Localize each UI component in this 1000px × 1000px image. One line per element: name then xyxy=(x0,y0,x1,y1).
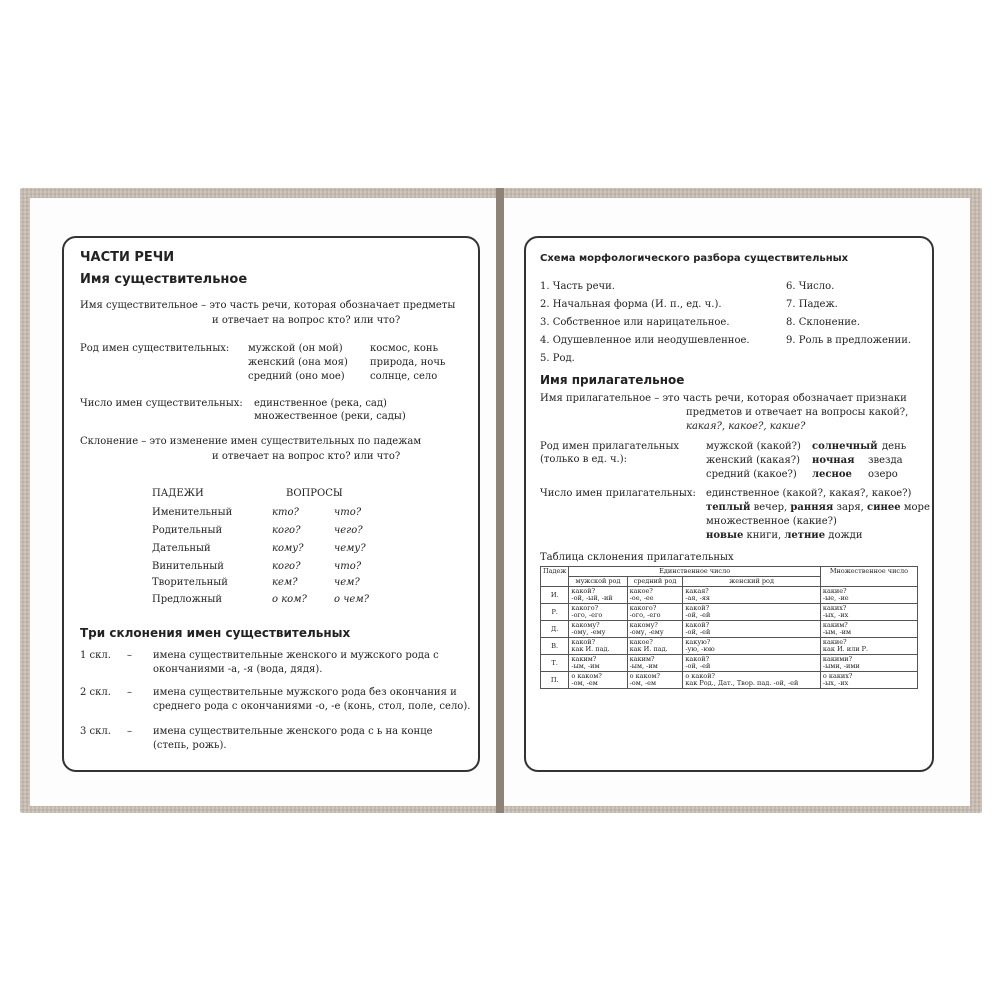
adj-example: море xyxy=(903,502,930,513)
adj-example-bold: синее xyxy=(867,502,901,513)
table-row: В. какой? как И. пад. какое? как И. пад. какую? -ую, -юю какие? как И. или Р. xyxy=(541,638,918,655)
adj-number-singular: единственное (какой?, какая?, какое?) xyxy=(706,488,912,499)
adj-number-plural: множественное (какие?) xyxy=(706,516,837,527)
scheme-item: 9. Роль в предложении. xyxy=(786,335,912,346)
adjective-definition-line1: Имя прилагательное – это часть речи, которая обозначает признаки xyxy=(540,393,907,404)
questions-header: ВОПРОСЫ xyxy=(286,488,343,499)
table-header-masculine: мужской род xyxy=(569,577,627,587)
scheme-heading: Схема морфологического разбора существительных xyxy=(540,253,849,264)
adj-number-label: Число имен прилагательных: xyxy=(540,488,696,499)
declension-number: 3 скл. xyxy=(80,726,111,737)
table-row: Р. какого? -ого, -его какого? -ого, -его какой? -ой, -ей каких? -ых, -их xyxy=(541,604,918,621)
cases-header: ПАДЕЖИ xyxy=(152,488,204,499)
declension-definition-line2: и отвечает на вопрос кто? или что? xyxy=(212,451,401,462)
table-header-feminine: женский род xyxy=(683,577,821,587)
adj-example: звезда xyxy=(868,455,903,466)
declension-definition-line1: Склонение – это изменение имен существительных по падежам xyxy=(80,436,422,447)
declension-dash: – xyxy=(127,650,132,661)
noun-definition-line1: Имя существительное – это часть речи, которая обозначает предметы xyxy=(80,300,456,311)
declension-text-line1: имена существительные женского и мужского рода с xyxy=(153,650,439,661)
adj-example-bold: ранняя xyxy=(790,502,834,513)
adj-gender-masculine: мужской (какой?) xyxy=(706,441,801,452)
case-question-animate: кого? xyxy=(272,525,301,536)
scheme-item: 8. Склонение. xyxy=(786,317,861,328)
case-question-animate: кто? xyxy=(272,507,299,518)
case-name: Именительный xyxy=(152,507,233,518)
number-singular: единственное (река, сад) xyxy=(254,398,387,409)
adj-gender-label-line2: (только в ед. ч.): xyxy=(540,454,628,465)
gender-neuter-example: солнце, село xyxy=(370,371,438,382)
case-name: Винительный xyxy=(152,561,224,572)
gender-neuter: средний (оно мое) xyxy=(248,371,345,382)
case-question-animate: кем? xyxy=(272,577,298,588)
book-spine xyxy=(496,188,504,813)
table-row: Т. каким? -ым, -им каким? -ым, -им какой? -ой, -ей какими? -ыми, -ими xyxy=(541,655,918,672)
case-name: Дательный xyxy=(152,543,211,554)
scheme-item: 3. Собственное или нарицательное. xyxy=(540,317,730,328)
adj-gender-label-line1: Род имен прилагательных xyxy=(540,441,680,452)
noun-definition-line2: и отвечает на вопрос кто? или что? xyxy=(212,315,401,326)
gender-label: Род имен существительных: xyxy=(80,343,230,354)
adj-example-bold: новые xyxy=(706,530,744,541)
case-question-animate: кого? xyxy=(272,561,301,572)
case-question-inanimate: чему? xyxy=(334,543,366,554)
declension-dash: – xyxy=(127,726,132,737)
case-name: Предложный xyxy=(152,594,223,605)
case-question-inanimate: чего? xyxy=(334,525,363,536)
scheme-item: 2. Начальная форма (И. п., ед. ч.). xyxy=(540,299,722,310)
gender-feminine: женский (она моя) xyxy=(248,357,348,368)
case-question-inanimate: что? xyxy=(334,561,362,572)
adj-example-bold: лесное xyxy=(812,469,852,480)
adjective-heading: Имя прилагательное xyxy=(540,373,685,387)
case-name: Творительный xyxy=(152,577,228,588)
adj-example: день xyxy=(882,441,907,452)
table-header-neuter: средний род xyxy=(627,577,683,587)
scheme-item: 5. Род. xyxy=(540,353,575,364)
adj-example-bold: ночная xyxy=(812,455,855,466)
adj-number-singular-examples xyxy=(706,502,930,514)
scheme-item: 6. Число. xyxy=(786,281,835,292)
declension-number: 2 скл. xyxy=(80,687,111,698)
adjective-definition-line2: предметов и отвечает на вопросы какой?, xyxy=(686,407,909,418)
adj-gender-feminine: женский (какая?) xyxy=(706,455,801,466)
case-question-animate: кому? xyxy=(272,543,304,554)
number-plural: множественное (реки, сады) xyxy=(254,411,406,422)
table-row: Д. какому? -ому, -ему какому? -ому, -ему какой? -ой, -ей каким? -ым, -им xyxy=(541,621,918,638)
declension-text-line2: (степь, рожь). xyxy=(153,740,227,751)
gender-masculine-example: космос, конь xyxy=(370,343,439,354)
declension-number: 1 скл. xyxy=(80,650,111,661)
gender-feminine-example: природа, ночь xyxy=(370,357,446,368)
adj-number-plural-examples xyxy=(706,530,862,542)
adj-example: озеро xyxy=(868,469,898,480)
scheme-item: 7. Падеж. xyxy=(786,299,838,310)
table-header-case: Падеж xyxy=(541,567,569,587)
gender-masculine: мужской (он мой) xyxy=(248,343,343,354)
number-label: Число имен существительных: xyxy=(80,398,243,409)
scheme-item: 1. Часть речи. xyxy=(540,281,615,292)
table-row: И. какой? -ой, -ый, -ий какое? -ое, -ее какая? -ая, -яя какие? -ые, -ие xyxy=(541,587,918,604)
scheme-item: 4. Одушевленное или неодушевленное. xyxy=(540,335,750,346)
case-question-inanimate: о чем? xyxy=(334,594,369,605)
three-declensions-heading: Три склонения имен существительных xyxy=(80,626,351,640)
declension-dash: – xyxy=(127,687,132,698)
declension-text-line2: окончаниями -а, -я (вода, дядя). xyxy=(153,664,323,675)
declension-text-line1: имена существительные женского рода с ь на конце xyxy=(153,726,433,737)
case-name: Родительный xyxy=(152,525,223,536)
adjective-definition-line3: какая?, какое?, какие? xyxy=(686,421,806,432)
adj-example-bold: теплый xyxy=(706,502,751,513)
page-title: ЧАСТИ РЕЧИ xyxy=(80,250,175,265)
adj-gender-neuter: средний (какое?) xyxy=(706,469,797,480)
case-question-inanimate: что? xyxy=(334,507,362,518)
case-question-animate: о ком? xyxy=(272,594,307,605)
adj-example: дожди xyxy=(828,530,863,541)
adj-example-bold: летние xyxy=(784,530,826,541)
table-row: П. о каком? -ом, -ем о каком? -ом, -ем о какой? как Род., Дат., Твор. пад. -ой, -ей о каких? -ых, -их xyxy=(541,672,918,689)
adj-example: книги, xyxy=(746,530,782,541)
adj-example-bold: солнечный xyxy=(812,441,878,452)
table-header-plural: Множественное число xyxy=(820,567,917,587)
declension-text-line2: среднего рода с окончаниями -о, -е (конь, стол, поле, село). xyxy=(153,701,471,712)
case-question-inanimate: чем? xyxy=(334,577,360,588)
table-title: Таблица склонения прилагательных xyxy=(540,552,734,563)
noun-heading: Имя существительное xyxy=(80,272,248,287)
adj-example: заря, xyxy=(836,502,864,513)
declension-text-line1: имена существительные мужского рода без окончания и xyxy=(153,687,457,698)
adjective-declension-table xyxy=(540,566,918,689)
table-header-singular: Единственное число xyxy=(569,567,821,577)
adj-example: вечер, xyxy=(753,502,788,513)
